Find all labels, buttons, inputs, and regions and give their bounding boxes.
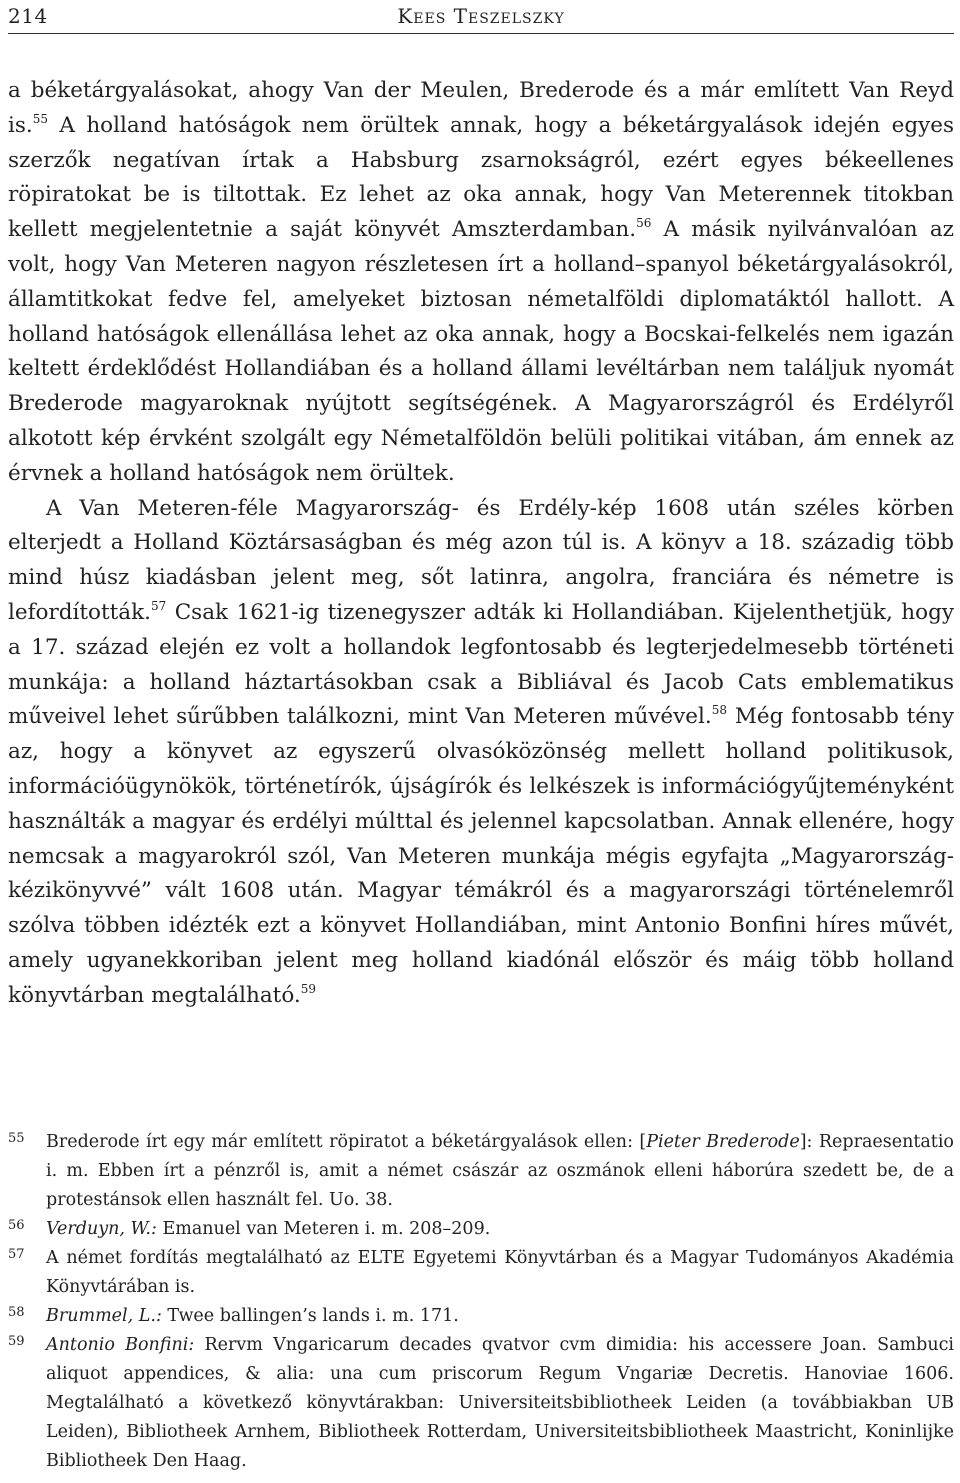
footnote-59	[8, 1331, 954, 1476]
footnote-number: 55	[8, 1131, 25, 1146]
footnote-number: 58	[8, 1305, 25, 1320]
footnote-58	[8, 1302, 954, 1331]
footnote-text: Rervm Vngaricarum decades qvatvor cvm dimidia: his accessere Joan. Sambuci aliquot appendices, & alia: una cum priscorum Regum Vngariæ Decretis. Hanoviae 1606. Megtalálható a következő könyvtárakban: Universiteitsbibliotheek Leiden (a továbbiakban UB Leiden), Bibliotheek Arnhem, Bibliotheek Rotterdam, Universiteitsbibliotheek Maastricht, Koninlijke Bibliotheek Den Haag.	[46, 1335, 955, 1471]
footnote-italic: Brummel, L.:	[46, 1306, 162, 1326]
footnote-ref[interactable]: 56	[636, 216, 652, 231]
footnote-text: i. m. Ebben írt a pénzről is, amit a német császár az oszmánok elleni háborúra szedett be, de a protestánsok ellen használt fel. Uo. 38.	[46, 1161, 954, 1210]
text-run: A holland hatóságok nem örültek annak, hogy a béketárgyalások idején egyes szerzők negatívan írtak a Habsburg zsarnokságról, ezért egyes békeellenes röpiratokat be is tiltottak. Ez lehet az oka annak, hogy Van Meterennek titokban kellett megjelentetnie a saját könyvét Amszterdamban.	[8, 112, 954, 243]
footnote-number: 56	[8, 1218, 25, 1233]
page-number: 214	[8, 4, 48, 28]
footnote-number: 59	[8, 1334, 25, 1349]
header-rule	[8, 33, 954, 34]
footnote-55	[8, 1128, 954, 1215]
footnote-56	[8, 1215, 954, 1244]
footnote-number: 57	[8, 1247, 25, 1262]
running-head: Kees Teszelszky	[397, 4, 565, 28]
text-run: A Van Meteren-féle Magyarország- és Erdély-kép 1608 után széles körben elterjedt a Holland Köztársaságban és még azon túl is. A könyv a 18. századig több mind húsz kiadásban jelent meg, sőt latinra, angolra, franciára és németre is lefordították.	[8, 495, 954, 625]
text-run: a béketárgyalásokat, ahogy Van der Meulen, Brederode és a már említett Van Reyd is.	[8, 78, 954, 138]
main-text	[8, 74, 954, 1014]
text-run: Még fontosabb tény az, hogy a könyvet az egyszerű olvasóközönség mellett holland politikusok, információügynökök, történetírók, újságírók és lelkészek is információgyűjteményként használták a magyar és erdélyi múlttal és jelennel kapcsolatban. Annak ellenére, hogy nemcsak a magyarokról szól, Van Meteren munkája mégis egyfajta „Magyarország-kézikönyvvé” vált 1608 után. Magyar témákról és a magyarországi történelemről szólva többen idézték ezt a könyvet Hollandiában, mint Antonio Bonfini híres művét, amely ugyanekkoriban jelent meg holland kiadónál először és máig több holland könyvtárban megtalálható.	[8, 704, 955, 1008]
footnote-text: ]:	[799, 1132, 819, 1152]
footnote-italic: Antonio Bonfini:	[46, 1335, 195, 1355]
footnote-italic: Pieter Brederode	[646, 1132, 800, 1152]
footnote-text: Repraesentatio	[818, 1132, 954, 1152]
page-header	[8, 0, 954, 36]
footnote-text: Twee ballingen’s lands i. m. 171.	[161, 1306, 459, 1326]
footnote-text: Brederode írt egy már említett röpiratot a béketárgyalások ellen: [	[46, 1132, 647, 1152]
footnote-57	[8, 1244, 954, 1302]
footnote-ref[interactable]: 59	[300, 981, 316, 996]
footnote-ref[interactable]: 58	[711, 703, 728, 718]
text-run: A másik nyilvánvalóan az volt, hogy Van Meteren nagyon részletesen írt a holland–spanyol béketárgyalásokról, államtitkokat fedve fel, amelyeket biztosan németalföldi diplomatáktól hallott. A holland hatóságok ellenállása lehet az oka annak, hogy a Bocskai-felkelés nem igazán keltett érdeklődést Hollandiában és a holland állami levéltárban nem találjuk nyomát Brederode magyaroknak nyújtott segítségének. A Magyarországról és Erdélyről alkotott kép érvként szolgált egy Németalföldön belüli politikai vitában, ám ennek az érvnek a holland hatóságok nem örültek.	[8, 217, 954, 486]
paragraph-1	[8, 74, 954, 492]
footnote-text: A német fordítás megtalálható az ELTE Egyetemi Könyvtárban és a Magyar Tudományos Akadémia Könyvtárában is.	[46, 1248, 954, 1297]
footnotes	[8, 1128, 954, 1476]
footnote-ref[interactable]: 55	[32, 111, 49, 126]
paragraph-2	[8, 492, 954, 1014]
footnote-ref[interactable]: 57	[150, 598, 167, 613]
footnote-italic: Verduyn, W.:	[46, 1219, 157, 1239]
text-run: Csak 1621-ig tizenegyszer adták ki Hollandiában. Kijelenthetjük, hogy a 17. század elején ez volt a hollandok legfontosabb és legterjedelmesebb történeti munkája: a holland háztartásokban csak a Bibliával és Jacob Cats emblematikus műveivel lehet sűrűbben találkozni, mint Van Meteren művével.	[8, 599, 954, 730]
footnote-text: Emanuel van Meteren i. m. 208–209.	[156, 1219, 491, 1239]
